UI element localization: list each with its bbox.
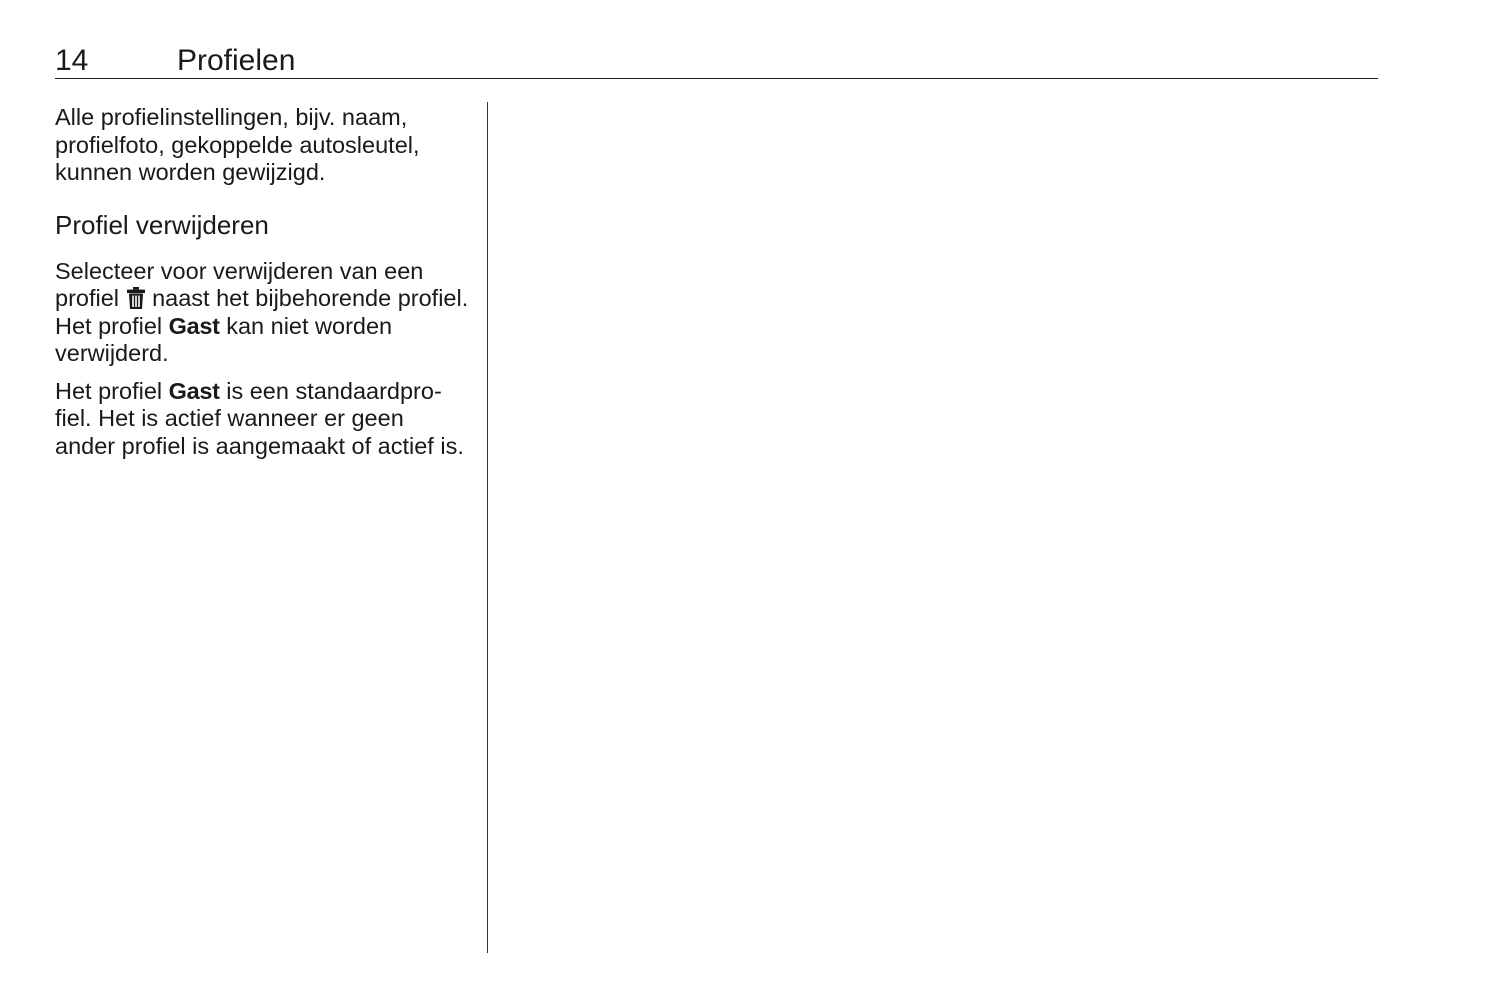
para2-text-1: Het profiel — [55, 377, 169, 404]
intro-paragraph: Alle profielinstellingen, bijv. naam, profielfoto, gekoppelde autosleutel, kunnen worden gewijzigd. — [55, 104, 420, 185]
guest-profile-name-2: Gast — [168, 377, 220, 404]
para1-text-1: Selecteer voor verwijderen van een profiel — [55, 257, 424, 311]
guest-profile-name: Gast — [168, 312, 220, 339]
left-column — [55, 104, 470, 460]
page-header — [55, 40, 1378, 79]
trash-icon — [126, 286, 146, 310]
page-number: 14 — [55, 44, 89, 77]
para1-text-2: naast het bijbehorende profiel. Het profiel — [55, 285, 469, 339]
delete-profile-paragraph — [55, 258, 470, 368]
section-heading: Profiel verwijderen — [55, 209, 269, 240]
guest-profile-paragraph — [55, 378, 470, 461]
chapter-title: Profielen — [177, 44, 296, 77]
para2-text-2: is een standaardprofiel. Het is actief wanneer er geen ander profiel is aangemaakt of actief is. — [55, 377, 464, 459]
para1-text-3: kan niet worden verwijderd. — [55, 312, 393, 366]
column-divider — [487, 102, 488, 953]
